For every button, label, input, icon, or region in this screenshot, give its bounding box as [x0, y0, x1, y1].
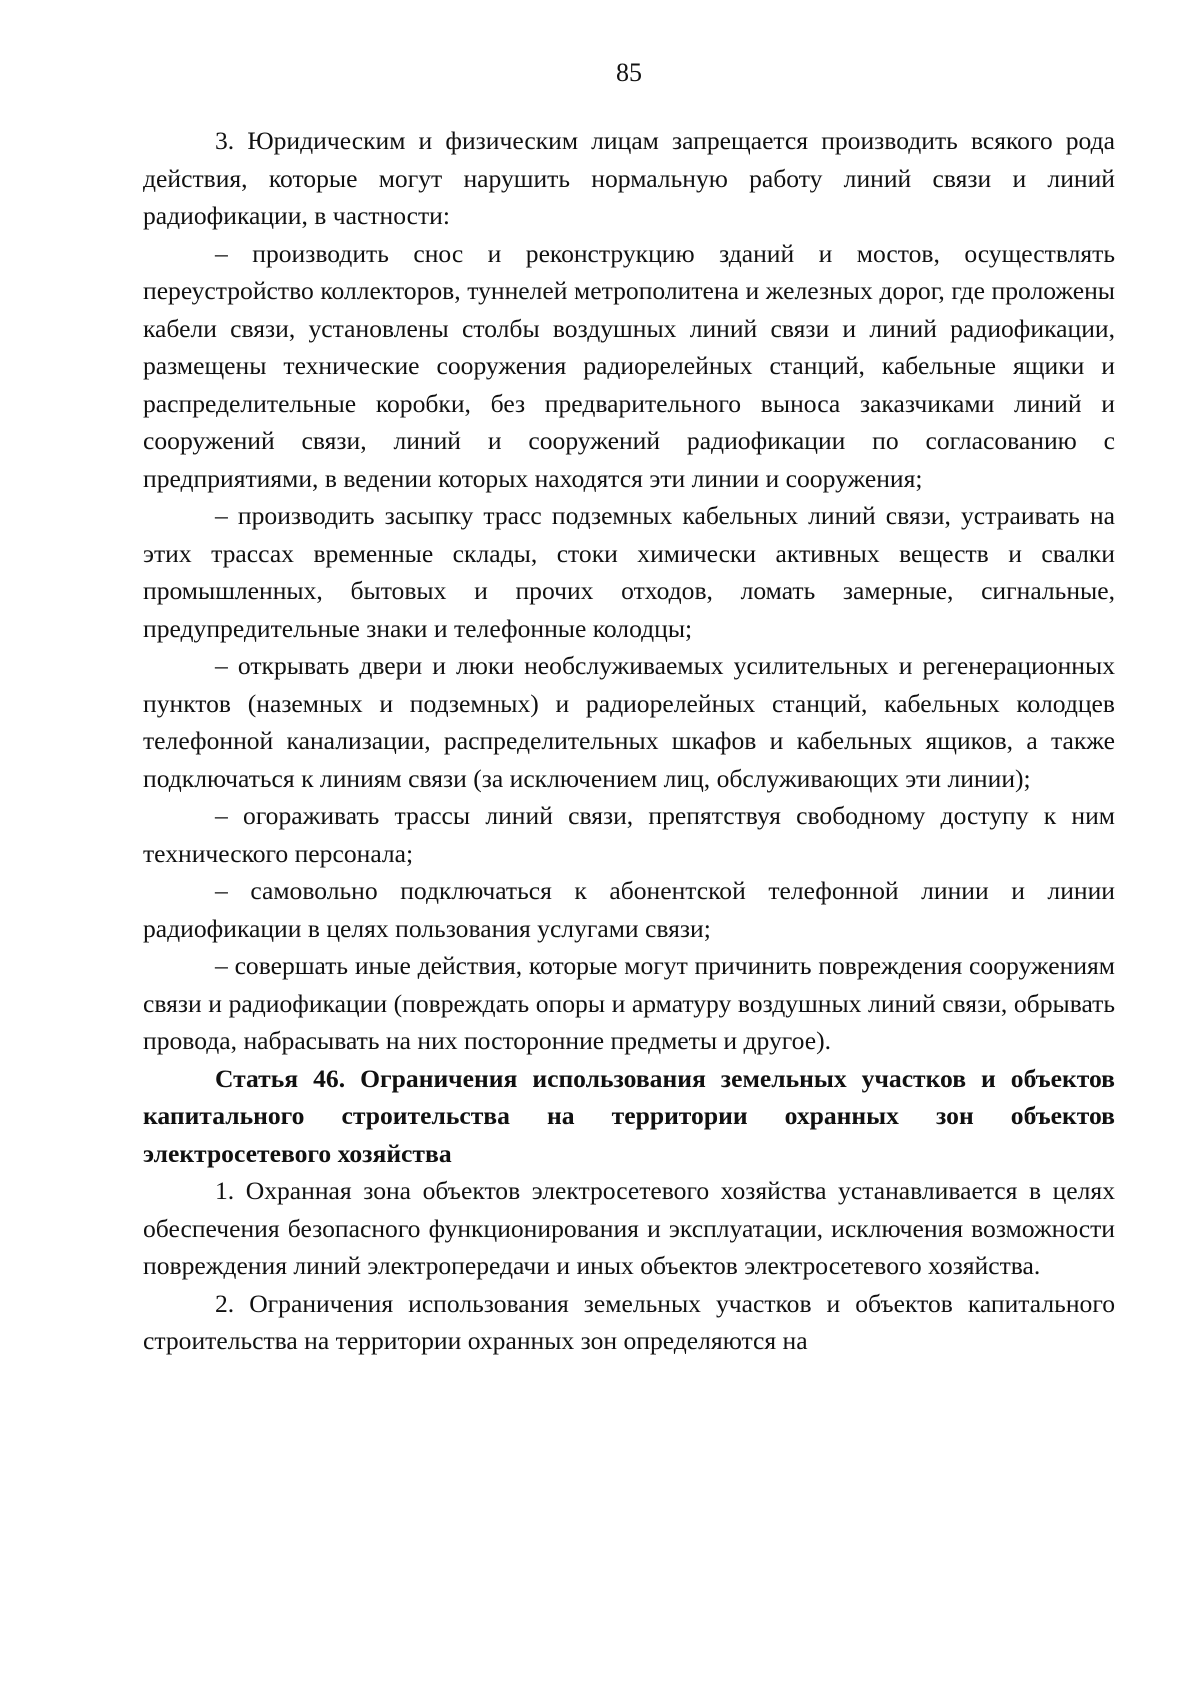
- list-item-unauthorized-connection: – самовольно подключаться к абонентской телефонной линии и линии радиофикации в целях пользования услугами связи;: [143, 876, 1115, 943]
- page-number: 85: [616, 58, 642, 87]
- list-item-backfill: – производить засыпку трасс подземных кабельных линий связи, устраивать на этих трассах временные склады, стоки химически активных веществ и свалки промышленных, бытовых и прочих отходов, ломать замерные, сигнальные, предупредительные знаки и телефонные колодцы;: [143, 501, 1115, 643]
- list-item-fencing: – огораживать трассы линий связи, препятствуя свободному доступу к ним технического персонала;: [143, 801, 1115, 868]
- list-item-other-actions: – совершать иные действия, которые могут причинить повреждения сооружениям связи и радиофикации (повреждать опоры и арматуру воздушных линий связи, обрывать провода, набрасывать на них посторонние предметы и другое).: [143, 951, 1115, 1055]
- list-item-open-doors: – открывать двери и люки необслуживаемых усилительных и регенерационных пунктов (наземных и подземных) и радиорелейных станций, кабельных колодцев телефонной канализации, распределительных шкафов и кабельных ящиков, а также подключаться к линиям связи (за исключением лиц, обслуживающих эти линии);: [143, 651, 1115, 793]
- list-item-demolition: – производить снос и реконструкцию зданий и мостов, осуществлять переустройство коллекторов, туннелей метрополитена и железных дорог, где проложены кабели связи, установлены столбы воздушных линий связи и линий радиофикации, размещены технические сооружения радиорелейных станций, кабельные ящики и распределительные коробки, без предварительного выноса заказчиками линий и сооружений связи, линий и сооружений радиофикации по согласованию с предприятиями, в ведении которых находятся эти линии и сооружения;: [143, 238, 1115, 493]
- paragraph-3-intro: 3. Юридическим и физическим лицам запрещается производить всякого рода действия, которые могут нарушить нормальную работу линий связи и линий радиофикации, в частности:: [143, 126, 1115, 230]
- article-46-heading: Статья 46. Ограничения использования земельных участков и объектов капитального строительства на территории охранных зон объектов электросетевого хозяйства: [143, 1063, 1115, 1168]
- paragraph-2-restrictions: 2. Ограничения использования земельных участков и объектов капитального строительства на территории охранных зон определяются на: [143, 1288, 1115, 1355]
- paragraph-1-security-zone: 1. Охранная зона объектов электросетевого хозяйства устанавливается в целях обеспечения безопасного функционирования и эксплуатации, исключения возможности повреждения линий электропередачи и иных объектов электросетевого хозяйства.: [143, 1176, 1115, 1280]
- document-body: [143, 122, 1115, 1360]
